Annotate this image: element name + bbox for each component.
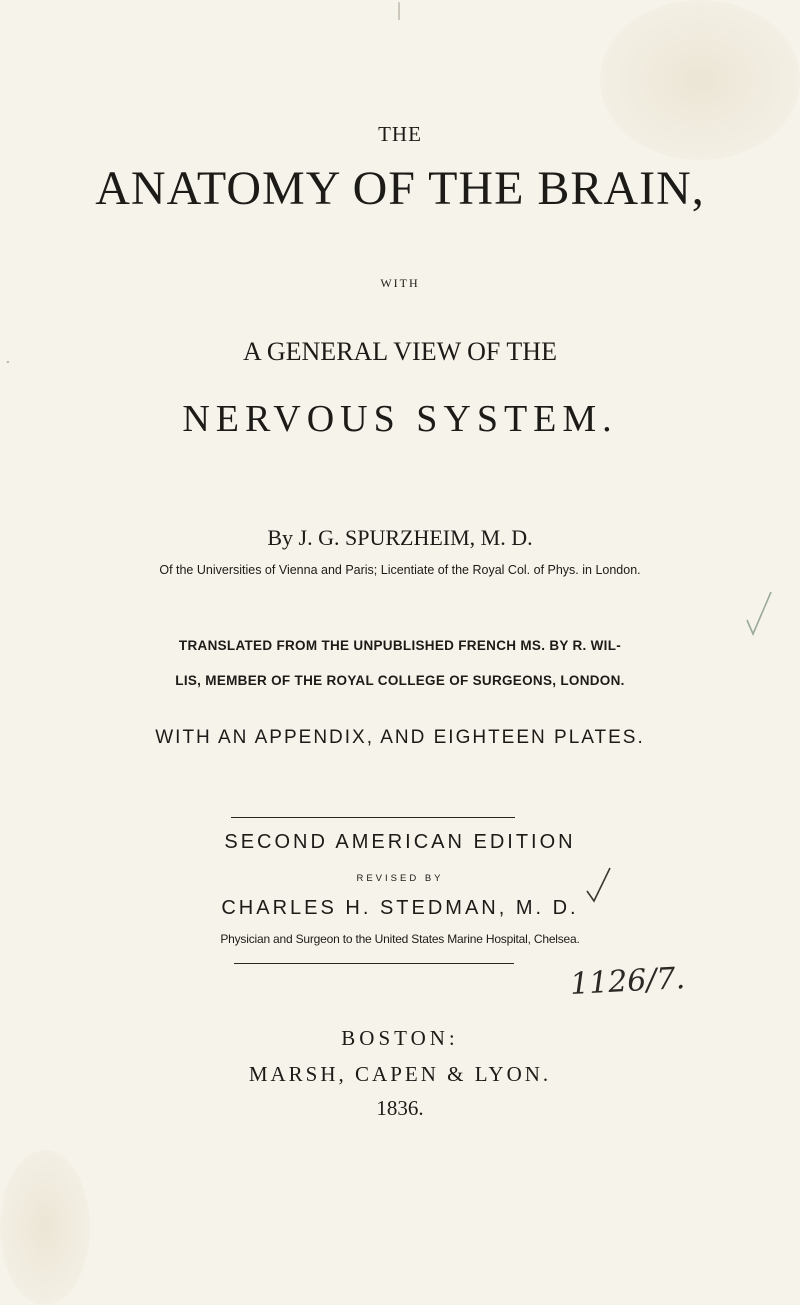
publisher: MARSH, CAPEN & LYON. [248,1062,552,1086]
revised-by: REVISED BY [356,873,444,884]
author-prefix: By [267,525,294,550]
handwritten-shelf-mark: 1126/7. [569,961,686,1002]
title-with: WITH [380,276,420,290]
divider-bottom [234,963,514,964]
author-name: J. G. SPURZHEIM, M. D. [298,525,533,550]
check-mark-icon [585,865,613,905]
translator-line-1: TRANSLATED FROM THE UNPUBLISHED FRENCH MS. BY R. WIL- [178,638,622,653]
appendix-line: WITH AN APPENDIX, AND EIGHTEEN PLATES. [155,727,645,748]
author-line [0,525,800,551]
author-affiliation: Of the Universities of Vienna and Paris; Licentiate of the Royal Col. of Phys. in London. [159,563,641,577]
divider-top [231,817,515,818]
margin-mark: . [5,347,11,368]
edition-line: SECOND AMERICAN EDITION [224,831,576,853]
editor-affiliation: Physician and Surgeon to the United States Marine Hospital, Chelsea. [220,932,580,946]
main-title: ANATOMY OF THE BRAIN, [95,162,705,215]
city: BOSTON: [341,1026,459,1050]
publication-year: 1836. [376,1096,424,1120]
margin-mark: | [396,0,403,21]
paper-stain [0,1150,90,1305]
subtitle-general-view: A GENERAL VIEW OF THE [243,337,557,366]
subtitle-nervous-system: NERVOUS SYSTEM. [182,398,618,440]
editor-name: CHARLES H. STEDMAN, M. D. [221,897,579,919]
translator-line-2: LIS, MEMBER OF THE ROYAL COLLEGE OF SURGEONS, LONDON. [175,673,625,688]
title-the: THE [378,122,422,146]
check-mark-icon [744,588,774,638]
